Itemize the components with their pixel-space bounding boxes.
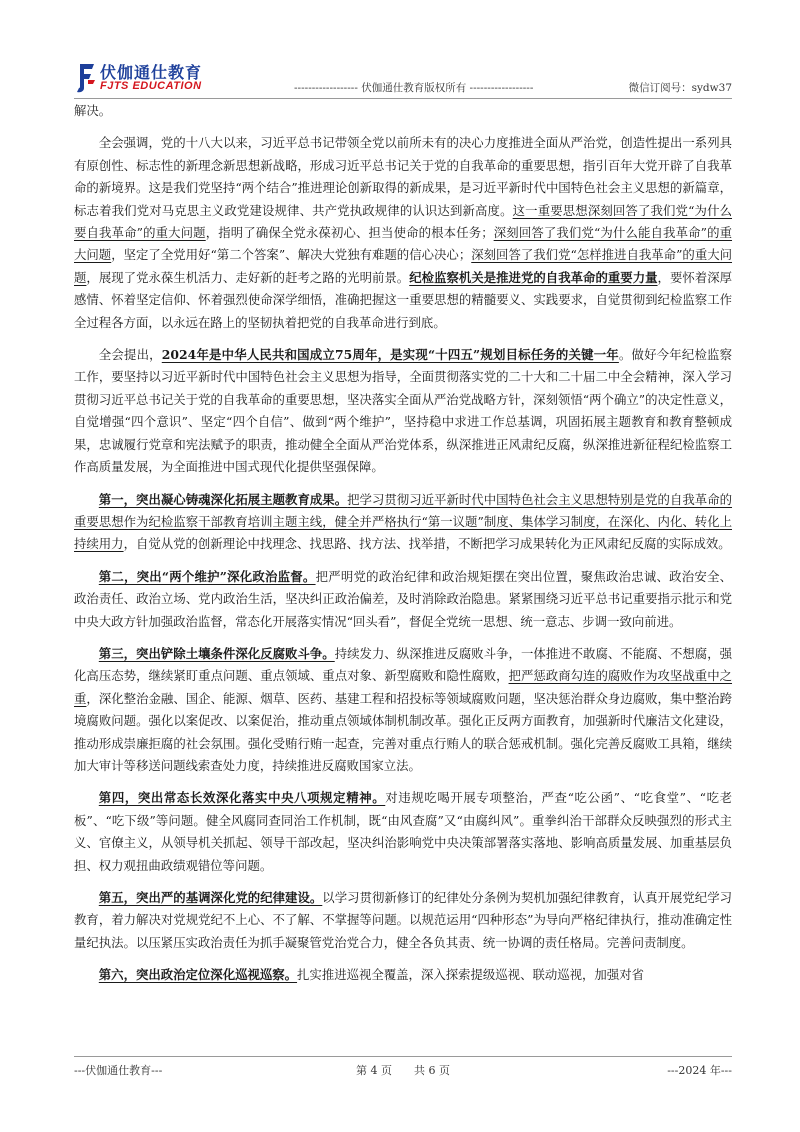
emphasized-heading-text: 第二，突出“两个维护”深化政治监督。 xyxy=(98,568,316,584)
body-paragraph xyxy=(74,887,732,954)
paragraph-text: 把严明党的政治纪律和政治规矩摆在突出位置，聚焦政治忠诚、政治安全、政治责任、政治立场、党内政治生活，坚决纠正政治偏差，及时消除政治隐患。紧紧围绕习近平总书记重要指示批示和党中央大政方针加强政治监督，常态化开展落实情况“回头看”，督促全党统一思想、统一意志、步调一致向前进。 xyxy=(74,568,733,629)
paragraph-text: 全会强调，党的十八大以来，习近平总书记带领全党以前所未有的决心力度推进全面从严治党，创造性提出一系列具有原创性、标志性的新理念新思想新战略，形成习近平总书记关于党的自我革命的重要思想，指引百年大党开辟了自我革命的新境界。这是我们党坚持“两个结合”推进理论创新取得的新成果，是习近平新时代中国特色社会主义思想的新篇章，标志着我们党对马克思主义政党建设规律、共产党执政规律的认识达到新高度。 xyxy=(74,135,732,218)
header-divider xyxy=(74,98,732,99)
emphasized-heading-text: 第三，突出铲除土壤条件深化反腐败斗争。 xyxy=(98,645,335,661)
underlined-text: 把严惩政商勾连的腐败作为攻坚战重中之重 xyxy=(74,668,733,706)
emphasized-heading-text: 纪检监察机关是推进党的自我革命的重要力量 xyxy=(409,269,658,285)
paragraph-text: 全会提出， xyxy=(98,347,162,363)
paragraph-text: 解决。 xyxy=(74,103,112,118)
emphasized-heading-text: 第四，突出常态长效深化落实中央八项规定精神。 xyxy=(98,790,386,806)
body-paragraph xyxy=(74,566,732,633)
footer-brand: ---伏伽通仕教育--- xyxy=(74,1064,163,1077)
footer-divider xyxy=(74,1056,732,1057)
footer-page-number: 第 4 页 共 6 页 xyxy=(356,1064,450,1077)
underlined-text: 这一重要思想深刻回答了我们党“为什么要自我革命”的重大问题 xyxy=(74,202,733,241)
paragraph-text: 对违规吃喝开展专项整治，严查“吃公函”、“吃食堂”、“吃老板”、“吃下级”等问题。健全风腐同查同治工作机制，既“由风查腐”又“由腐纠风”。重拳纠治干部群众反映强烈的形式主义、官僚主义，从领导机关抓起、领导干部改起，坚决纠治影响党中央决策部署落实落地、影响高质量发展、加重基层负担、权力观扭曲政绩观错位等问题。 xyxy=(74,790,732,873)
paragraph-text: ，自觉从党的创新理论中找理念、找思路、找方法、找举措，不断把学习成果转化为正风肃纪反腐的实际成效。 xyxy=(123,536,731,552)
logo-english-name: FJTS EDUCATION xyxy=(100,80,202,92)
footer-year: ---2024 年--- xyxy=(667,1064,732,1077)
paragraph-text: ，指明了确保全党永葆初心、担当使命的根本任务； xyxy=(205,225,494,241)
body-paragraph xyxy=(74,132,732,334)
page-header xyxy=(74,60,732,100)
body-paragraph xyxy=(74,344,732,478)
paragraph-text: 。做好今年纪检监察工作，要坚持以习近平新时代中国特色社会主义思想为指导，全面贯彻落实党的二十大和二十届二中全会精神，深入学习贯彻习近平总书记关于党的自我革命的重要思想，坚决落实全面从严治党战略方针，深刻领悟“两个确立”的决定性意义，自觉增强“四个意识”、坚定“四个自信”、做到“两个维护”，坚持稳中求进工作总基调，巩固拓展主题教育和教育整顿成果，忠诚履行党章和宪法赋予的职责，推动健全全面从严治党体系，纵深推进正风肃纪反腐，纵深推进新征程纪检监察工作高质量发展，为全面推进中国式现代化提供坚强保障。 xyxy=(74,347,733,475)
page-footer xyxy=(74,1062,732,1078)
paragraph-text: 持续发力、纵深推进反腐败斗争，一体推进不敢腐、不能腐、不想腐，强化高压态势，继续紧盯重点问题、重点领域、重点对象、新型腐败和隐性腐败， xyxy=(74,645,733,684)
continued-paragraph xyxy=(74,100,732,122)
underlined-text: 把学习贯彻习近平新时代中国特色社会主义思想特别是党的自我革命的重要思想作为纪检监察干部教育培训主题主线，健全并严格执行“第一议题”制度、集体学习制度，在深化、内化、转化上持续用力 xyxy=(74,491,733,552)
document-body xyxy=(74,100,732,997)
emphasized-heading-text: 2024年是中华人民共和国成立75周年，是实现“十四五”规划目标任务的关键一年 xyxy=(161,347,619,363)
emphasized-heading-text: 第五，突出严的基调深化党的纪律建设。 xyxy=(98,890,323,905)
logo-chinese-name: 伏伽通仕教育 xyxy=(100,63,203,82)
paragraph-text: ，展现了党永葆生机活力、走好新的赶考之路的光明前景。 xyxy=(86,269,410,285)
fjts-logo-icon xyxy=(74,60,98,94)
body-paragraph xyxy=(74,643,732,777)
emphasized-heading-text: 第一，突出凝心铸魂深化拓展主题教育成果。 xyxy=(98,491,348,507)
underlined-text: 深刻回答了我们党“为什么能自我革命”的重大问题 xyxy=(74,225,733,263)
paragraph-text: ，深化整治金融、国企、能源、烟草、医药、基建工程和招投标等领域腐败问题，坚决惩治群众身边腐败，集中整治跨境腐败问题。强化以案促改、以案促治，推动重点领域体制机制改革。强化正反两方面教育，加强新时代廉洁文化建设，推动形成崇廉拒腐的社会氛围。强化受贿行贿一起查，完善对重点行贿人的联合惩戒机制。强化完善反腐败工具箱，继续加大审计等移送问题线索查处力度，持续推进反腐败国家立法。 xyxy=(74,690,733,773)
paragraph-text: 扎实推进巡视全覆盖，深入探索提级巡视、联动巡视，加强对省 xyxy=(297,967,644,983)
paragraph-text: ，坚定了全党用好“第二个答案”、解决大党独有难题的信心决心； xyxy=(111,247,472,263)
body-paragraph xyxy=(74,964,732,986)
emphasized-heading-text: 第六，突出政治定位深化巡视巡察。 xyxy=(98,967,298,983)
header-wechat-id: 微信订阅号：sydw37 xyxy=(628,82,732,94)
paragraph-text: ，要怀着深厚感情、怀着坚定信仰、怀着强烈使命深学细悟，准确把握这一重要思想的精髓要义、实践要求，自觉贯彻到纪检监察工作全过程各方面，以永远在路上的坚韧执着把党的自我革命进行到底。 xyxy=(74,269,733,330)
underlined-text: 深刻回答了我们党“怎样推进自我革命”的重大问题 xyxy=(74,247,733,285)
body-paragraph xyxy=(74,489,732,556)
header-copyright: ------------------ 伏伽通仕教育版权所有 ------------------ xyxy=(294,82,534,94)
body-paragraph xyxy=(74,787,732,877)
paragraph-text: 以学习贯彻新修订的纪律处分条例为契机加强纪律教育，认真开展党纪学习教育，着力解决对党规党纪不上心、不了解、不掌握等问题。以规范运用“四种形态”为导向严格纪律执行，推动准确定性量纪执法。以压紧压实政治责任为抓手凝聚管党治党合力，健全各负其责、统一协调的责任格局。完善问责制度。 xyxy=(74,890,733,950)
